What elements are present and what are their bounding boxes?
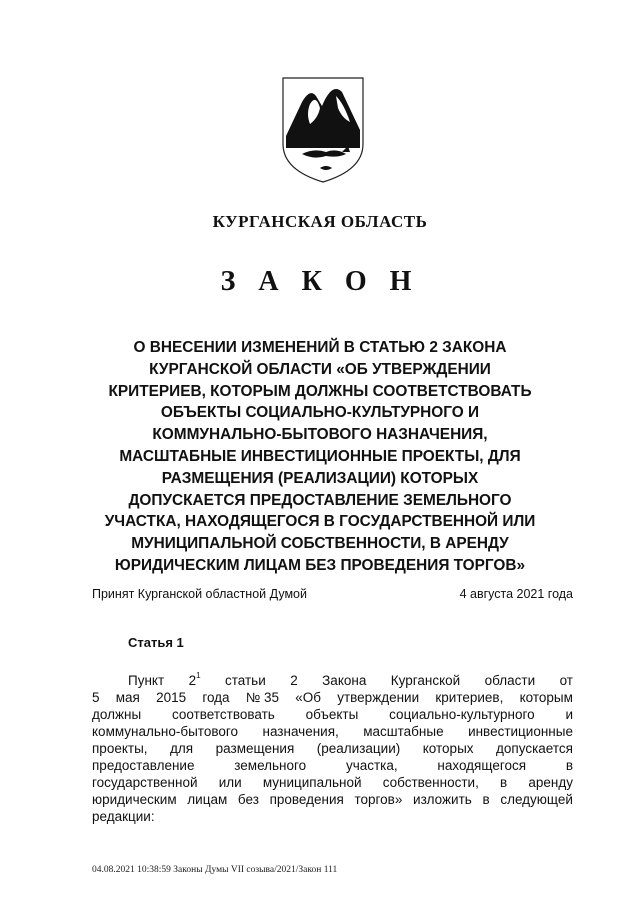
article-line (92, 689, 573, 706)
point-number: 2 (188, 673, 197, 688)
word: назначения, (262, 724, 339, 739)
coat-of-arms-emblem (280, 74, 366, 184)
adoption-date: 4 августа 2021 года (459, 587, 573, 601)
word: Курганской (390, 673, 461, 688)
word: в (565, 758, 573, 773)
word: инвестиционные (468, 724, 573, 739)
word: изложить (413, 792, 472, 807)
region-name: КУРГАНСКАЯ ОБЛАСТЬ (212, 212, 428, 231)
word: критериев, (435, 690, 504, 705)
word: масштабные (363, 724, 444, 739)
word: социально-культурного (389, 707, 535, 722)
word: которым (519, 690, 573, 705)
article-line (92, 740, 573, 757)
word: лицам (187, 792, 228, 807)
article-line (92, 757, 573, 774)
law-title-line: КОММУНАЛЬНО-БЫТОВОГО НАЗНАЧЕНИЯ, (152, 426, 488, 444)
word: соответствовать (171, 707, 275, 722)
word: коммунально-бытового (92, 724, 239, 739)
word: редакции: (92, 809, 155, 824)
word: муниципальной (262, 775, 362, 790)
article-line (92, 774, 573, 791)
adoption-statement: Принят Курганской областной Думой (92, 587, 307, 601)
word: статьи (225, 673, 266, 688)
law-title-line: КУРГАНСКОЙ ОБЛАСТИ «ОБ УТВЕРЖДЕНИИ (149, 360, 491, 378)
word: и (565, 707, 573, 722)
article-heading: Статья 1 (128, 635, 184, 650)
word: области (484, 673, 536, 688)
word: объекты (305, 707, 359, 722)
point-superscript: 1 (196, 670, 201, 680)
word (189, 672, 201, 689)
word: в (500, 775, 508, 790)
word: или (218, 775, 242, 790)
law-title-line: УЧАСТКА, НАХОДЯЩЕГОСЯ В ГОСУДАРСТВЕННОЙ ИЛИ (104, 513, 536, 531)
word: утверждении (337, 690, 420, 705)
document-type-heading: З А К О Н (220, 266, 420, 297)
word: земельного (234, 758, 307, 773)
word: участка, (345, 758, 398, 773)
law-title-line: ДОПУСКАЕТСЯ ПРЕДОСТАВЛЕНИЕ ЗЕМЕЛЬНОГО (128, 491, 512, 509)
word: 5 (92, 690, 100, 705)
article-line (92, 791, 573, 808)
article-line (92, 672, 573, 689)
word: без (237, 792, 259, 807)
word: торгов» (354, 792, 403, 807)
word: (реализации) (316, 741, 401, 756)
document-footer-stamp: 04.08.2021 10:38:59 Законы Думы VII созыва/2021/Закон 111 (92, 865, 338, 875)
article-justified-lines (92, 689, 573, 808)
word: в (482, 792, 490, 807)
word: № 35 (245, 690, 280, 705)
law-title-line: КРИТЕРИЕВ, КОТОРЫМ ДОЛЖНЫ СООТВЕТСТВОВАТЬ (108, 382, 532, 400)
law-title-line: ОБЪЕКТЫ СОЦИАЛЬНО-КУЛЬТУРНОГО И (160, 404, 480, 422)
law-title (70, 337, 570, 577)
word: размещения (215, 741, 295, 756)
article-body (92, 672, 573, 825)
law-title-line: О ВНЕСЕНИИ ИЗМЕНЕНИЙ В СТАТЬЮ 2 ЗАКОНА (133, 339, 507, 356)
word: 2 (290, 673, 298, 688)
law-title-line: ЮРИДИЧЕСКИМ ЛИЦАМ БЕЗ ПРОВЕДЕНИЯ ТОРГОВ» (114, 556, 526, 574)
word: следующей (500, 792, 573, 807)
word: предоставление (92, 758, 195, 773)
word: мая (115, 690, 140, 705)
article-line (92, 706, 573, 723)
word: 2015 (156, 690, 187, 705)
word: Пункт (128, 673, 165, 688)
article-line (92, 723, 573, 740)
word: собственности, (382, 775, 479, 790)
word: «Об (295, 690, 321, 705)
word: от (559, 673, 573, 688)
word: допускается (496, 741, 573, 756)
word: проекты, (92, 741, 148, 756)
law-title-line: РАЗМЕЩЕНИЯ (РЕАЛИЗАЦИИ) КОТОРЫХ (161, 469, 479, 487)
word: находящегося (437, 758, 527, 773)
law-title-line: МАСШТАБНЫЕ ИНВЕСТИЦИОННЫЕ ПРОЕКТЫ, ДЛЯ (119, 447, 521, 465)
word: Закона (322, 673, 367, 688)
word: аренду (528, 775, 573, 790)
word: которых (422, 741, 474, 756)
word: для (170, 741, 194, 756)
word: государственной (92, 775, 198, 790)
law-title-line: МУНИЦИПАЛЬНОЙ СОБСТВЕННОСТИ, В АРЕНДУ (131, 535, 509, 553)
article-line-last (92, 808, 573, 825)
word: юридическим (92, 792, 177, 807)
word: проведения (269, 792, 344, 807)
word: года (202, 690, 230, 705)
word: должны (92, 707, 142, 722)
